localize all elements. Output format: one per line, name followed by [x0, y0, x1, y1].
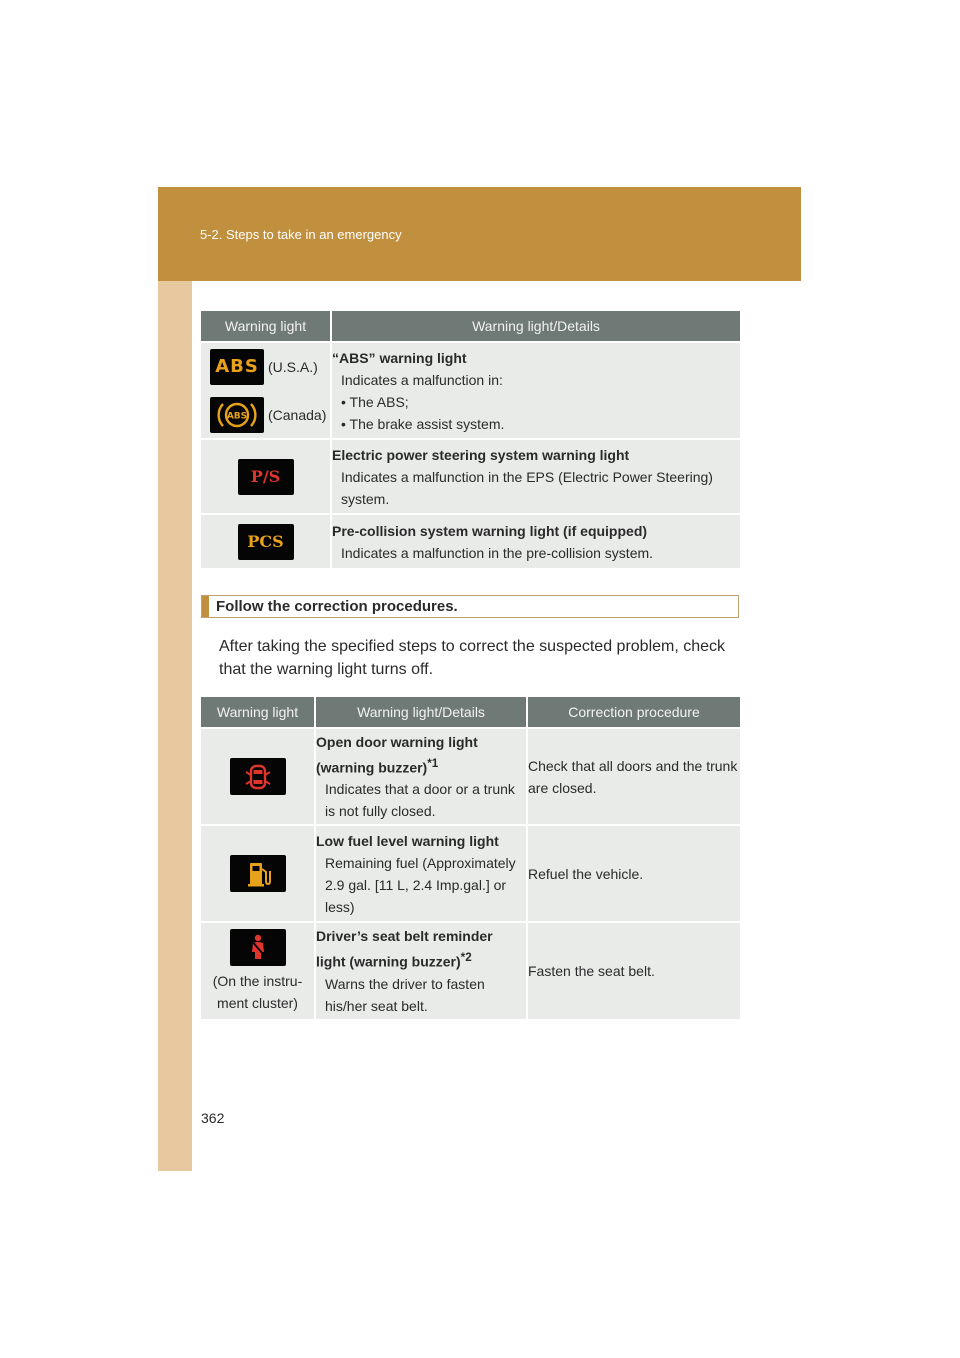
region-label-canada: (Canada) [268, 406, 327, 423]
region-label-usa: (U.S.A.) [268, 358, 318, 375]
fuel-pump-icon [230, 855, 286, 892]
icon-cell [201, 728, 315, 825]
correction-cell: Check that all doors and the trunk are closed. [527, 728, 740, 825]
power-steering-icon: P/S [238, 459, 294, 495]
table-row [201, 825, 740, 922]
table-row [201, 728, 740, 825]
icon-cell [201, 439, 331, 514]
table-header-row [201, 697, 740, 728]
warning-light-table-1 [201, 311, 740, 568]
warning-title: Electric power steering system warning light [332, 446, 630, 463]
table-row [201, 342, 740, 439]
table-row [201, 439, 740, 514]
detail-line: Indicates a malfunction in: [341, 371, 503, 388]
warning-title: Pre-collision system warning light (if equipped) [332, 522, 648, 539]
pre-collision-icon: PCS [238, 524, 294, 560]
section-marker [202, 596, 209, 617]
seat-belt-icon [230, 929, 286, 966]
section-heading-bar [201, 595, 739, 618]
abs-icon: ABS [210, 349, 264, 385]
section-body: After taking the specified steps to correct the suspected problem, check that the warning light turns off. [219, 638, 726, 678]
icon-cell [201, 514, 331, 568]
detail-line: Indicates that a door or a trunk is not fully closed. [325, 781, 515, 820]
column-header: Warning light/Details [331, 311, 740, 342]
footnote-marker: *1 [427, 756, 439, 770]
icon-cell [201, 342, 331, 439]
section-breadcrumb: 5-2. Steps to take in an emergency [200, 227, 402, 242]
column-header: Warning light/Details [315, 697, 527, 728]
warning-title: Driver’s seat belt reminder light (warning buzzer)$^{*2}$ [316, 928, 493, 970]
detail-line: Remaining fuel (Approximately 2.9 gal. [11 L, 2.4 Imp.gal.] or less) [325, 854, 516, 915]
abs-circle-label: ABS [226, 411, 248, 421]
detail-line: • The ABS; [341, 393, 409, 410]
icon-caption: (On the instru-ment cluster) [212, 972, 303, 1011]
open-door-icon [230, 758, 286, 795]
column-header: Correction procedure [527, 697, 740, 728]
page-number: 362 [201, 1110, 225, 1126]
table-row [201, 922, 740, 1019]
header-band [158, 187, 801, 281]
warning-title: Open door warning light (warning buzzer)$^{*1}$ [316, 733, 478, 776]
detail-line: Indicates a malfunction in the EPS (Electric Power Steering) system. [341, 468, 713, 507]
table-header-row [201, 311, 740, 342]
detail-cell [315, 922, 527, 1019]
detail-line: Warns the driver to fasten his/her seat belt. [325, 975, 485, 1014]
warning-light-table-2 [201, 697, 740, 1019]
detail-cell [315, 825, 527, 922]
detail-line: • The brake assist system. [341, 415, 505, 432]
correction-cell: Refuel the vehicle. [527, 825, 740, 922]
icon-cell [201, 825, 315, 922]
section-heading: Follow the correction procedures. [216, 598, 458, 615]
icon-cell [201, 922, 315, 1019]
column-header: Warning light [201, 311, 331, 342]
side-strip [158, 281, 192, 1171]
table-row [201, 514, 740, 568]
detail-cell [331, 439, 740, 514]
warning-title: Low fuel level warning light [316, 832, 499, 849]
detail-cell [331, 342, 740, 439]
detail-cell [331, 514, 740, 568]
footnote-marker: *2 [460, 951, 472, 965]
warning-title: “ABS” warning light [332, 349, 467, 366]
column-header: Warning light [201, 697, 315, 728]
detail-line: Indicates a malfunction in the pre-collision system. [341, 544, 654, 561]
correction-cell: Fasten the seat belt. [527, 922, 740, 1019]
abs-circle-icon [210, 397, 264, 433]
detail-cell [315, 728, 527, 825]
